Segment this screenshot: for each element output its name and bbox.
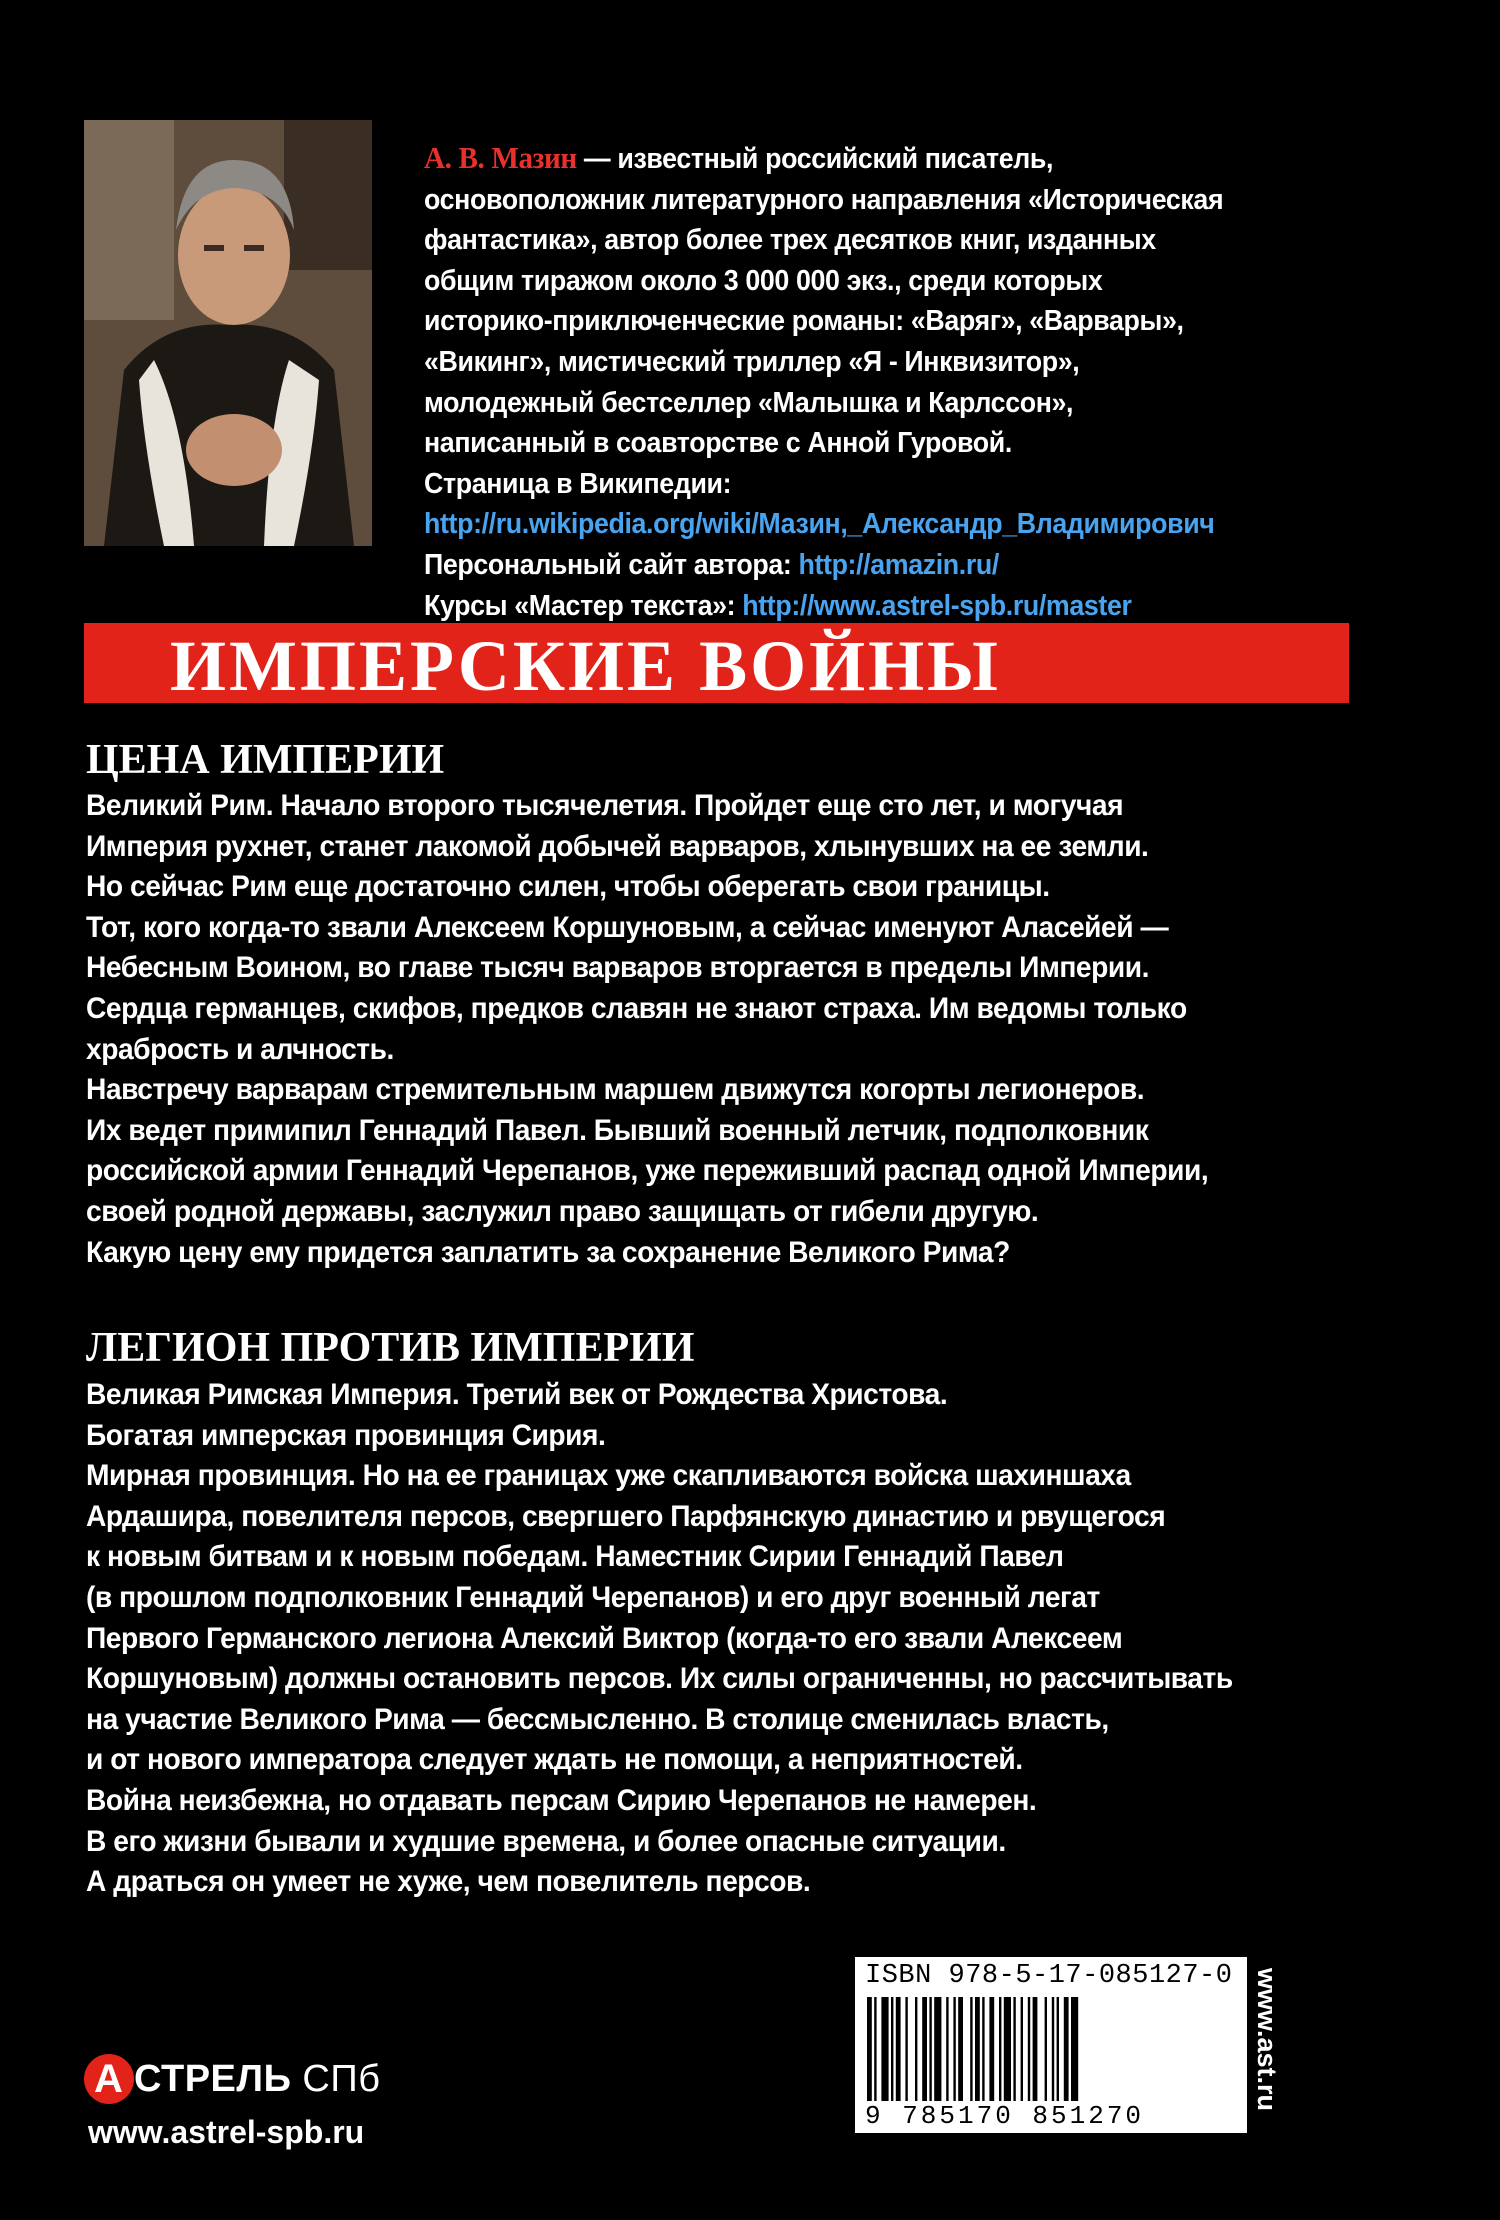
- publisher-url[interactable]: www.astrel-spb.ru: [88, 2114, 365, 2150]
- description-line: Их ведет примипил Геннадий Павел. Бывший военный летчик, подполковник: [86, 1113, 1149, 1147]
- wikipedia-link[interactable]: http://ru.wikipedia.org/wiki/Мазин,_Александр_Владимирович: [424, 508, 1215, 541]
- description-line: Навстречу варварам стремительным маршем движутся когорты легионеров.: [86, 1073, 1145, 1107]
- description-line: В его жизни бывали и худшие времена, и более опасные ситуации.: [86, 1824, 1006, 1858]
- barcode: [867, 1997, 1235, 2101]
- isbn-label: ISBN 978-5-17-085127-0: [865, 1961, 1233, 1991]
- bio-line: написанный в соавторстве с Анной Гуровой.: [424, 427, 1012, 460]
- courses-link[interactable]: http://www.astrel-spb.ru/master: [742, 589, 1132, 622]
- bio-line: молодежный бестселлер «Малышка и Карлссон»,: [424, 386, 1074, 419]
- description-line: (в прошлом подполковник Геннадий Черепанов) и его друг военный легат: [86, 1580, 1100, 1614]
- publisher-name: СТРЕЛЬ: [134, 2058, 292, 2100]
- description-line: Мирная провинция. Но на ее границах уже скапливаются войска шахиншаха: [86, 1459, 1131, 1493]
- book-description: [86, 786, 1383, 1273]
- description-line: своей родной державы, заслужил право защищать от гибели другую.: [86, 1194, 1039, 1228]
- logo-a-icon: А: [84, 2054, 134, 2104]
- description-line: Великая Римская Империя. Третий век от Рождества Христова.: [86, 1378, 948, 1411]
- description-line: к новым битвам и к новым победам. Наместник Сирии Геннадий Павел: [86, 1540, 1064, 1574]
- description-line: Первого Германского легиона Алексий Виктор (когда-то его звали Алексеем: [86, 1621, 1123, 1655]
- bio-line: общим тиражом около 3 000 000 экз., среди которых: [424, 264, 1103, 297]
- description-line: Ардашира, повелителя персов, свергшего Парфянскую династию и рвущегося: [86, 1499, 1166, 1533]
- courses-line: Курсы «Мастер текста»: http://www.astrel-spb.ru/master: [424, 589, 1132, 622]
- bio-line: «Викинг», мистический триллер «Я - Инквизитор»,: [424, 345, 1080, 378]
- description-line: Война неизбежна, но отдавать персам Сирию Черепанов не намерен.: [86, 1783, 1037, 1817]
- description-line: Небесным Воином, во главе тысяч варваров вторгается в пределы Империи.: [86, 951, 1149, 985]
- book-title: ЛЕГИОН ПРОТИВ ИМПЕРИИ: [86, 1325, 695, 1371]
- book-title: ЦЕНА ИМПЕРИИ: [86, 737, 445, 783]
- isbn-barcode-box: [855, 1957, 1247, 2133]
- author-site-link[interactable]: http://amazin.ru/: [798, 548, 999, 581]
- description-line: Богатая имперская провинция Сирия.: [86, 1418, 606, 1452]
- bio-line: фантастика», автор более трех десятков книг, изданных: [424, 224, 1156, 257]
- isbn-digits: 9 785170 851270: [865, 2101, 1145, 2131]
- ast-url[interactable]: www.ast.ru: [1252, 1968, 1282, 2112]
- description-line: А драться он умеет не хуже, чем повелитель персов.: [86, 1865, 811, 1899]
- bio-line: Страница в Википедии:: [424, 467, 732, 500]
- series-title: ИМПЕРСКИЕ ВОЙНЫ: [170, 626, 1001, 706]
- description-line: Но сейчас Рим еще достаточно силен, чтобы оберегать свои границы.: [86, 870, 1050, 904]
- description-line: на участие Великого Рима — бессмысленно. В столице сменилась власть,: [86, 1702, 1109, 1736]
- description-line: Сердца германцев, скифов, предков славян не знают страха. Им ведомы только: [86, 991, 1187, 1025]
- bio-line: основоположник литературного направления «Историческая: [424, 183, 1224, 216]
- description-line: Какую цену ему придется заплатить за сохранение Великого Рима?: [86, 1235, 1010, 1269]
- publisher-city: СПб: [291, 2058, 381, 2100]
- bio-line: А. В. Мазин — известный российский писатель,: [424, 140, 1054, 175]
- description-line: храбрость и алчность.: [86, 1032, 394, 1066]
- site-line: Персональный сайт автора: http://amazin.ru/: [424, 548, 999, 581]
- side-url: [1248, 1968, 1292, 2138]
- description-line: Коршуновым) должны остановить персов. Их силы ограниченны, но рассчитывать: [86, 1662, 1233, 1696]
- author-bio: [424, 138, 1383, 626]
- description-line: Великий Рим. Начало второго тысячелетия. Пройдет еще сто лет, и могучая: [86, 789, 1124, 822]
- description-line: и от нового императора следует ждать не помощи, а неприятностей.: [86, 1743, 1023, 1777]
- description-line: Империя рухнет, станет лакомой добычей варваров, хлынувших на ее земли.: [86, 829, 1149, 863]
- series-banner: [84, 623, 1349, 706]
- author-photo: [84, 120, 372, 546]
- bio-line: историко-приключенческие романы: «Варяг», «Варвары»,: [424, 305, 1184, 338]
- book-description: [86, 1375, 1383, 1903]
- author-name: А. В. Мазин: [424, 140, 577, 175]
- description-line: российской армии Геннадий Черепанов, уже переживший распад одной Империи,: [86, 1154, 1209, 1188]
- description-line: Тот, кого когда-то звали Алексеем Коршуновым, а сейчас именуют Аласейей —: [86, 910, 1169, 944]
